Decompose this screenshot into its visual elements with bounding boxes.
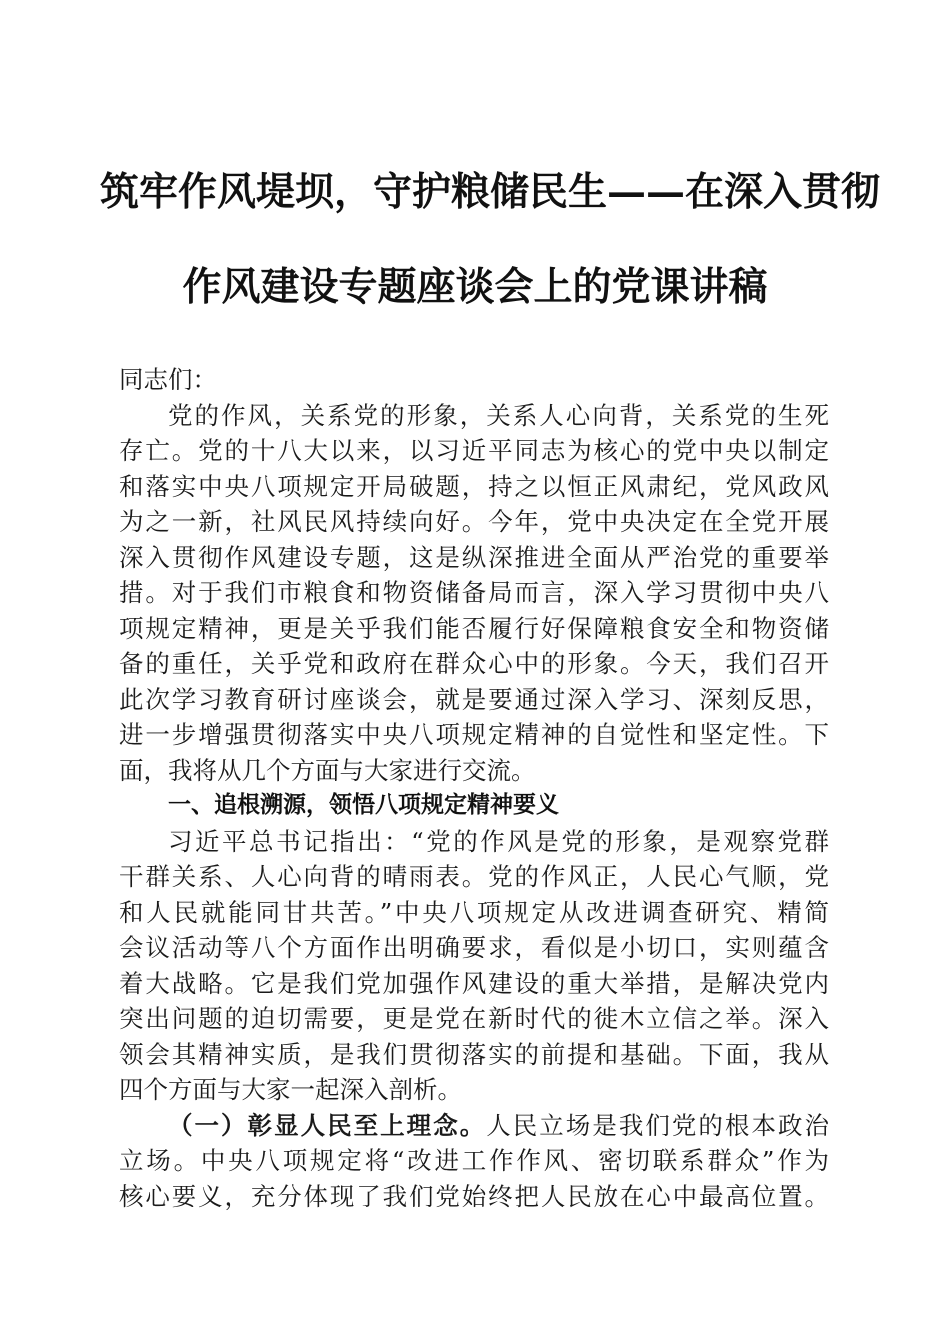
paragraph-line: 突出问题的迫切需要，更是党在新时代的徙木立信之举。深入	[119, 1004, 831, 1033]
paragraph-line: 面，我将从几个方面与大家进行交流。	[119, 755, 536, 785]
paragraph-line: 和落实中央八项规定开局破题，持之以恒正风肃纪，党风政风	[119, 471, 831, 501]
paragraph-line: （一）彰显人民至上理念。 人民立场是我们党的根本政治	[119, 1108, 829, 1144]
paragraph-line: 干群关系、人心向背的晴雨表。党的作风正，人民心气顺，党	[119, 862, 831, 891]
paragraph-line: 会议活动等八个方面作出明确要求，看似是小切口，实则蕴含	[119, 933, 831, 962]
paragraph-line: 为之一新，社风民风持续向好。今年，党中央决定在全党开展	[119, 507, 831, 536]
paragraph-line: 存亡。党的十八大以来，以习近平同志为核心的党中央以制定	[119, 436, 831, 465]
paragraph-line: 措。对于我们市粮食和物资储备局而言，深入学习贯彻中央八	[119, 578, 831, 607]
subsection-lead: （一）彰显人民至上理念。	[168, 1110, 487, 1140]
paragraph-line: 习近平总书记指出：“党的作风是党的形象，是观察党群	[168, 826, 832, 856]
paragraph-line: 领会其精神实质，是我们贯彻落实的前提和基础。下面，我从	[119, 1039, 831, 1069]
paragraph-line: 着大战略。它是我们党加强作风建设的重大举措，是解决党内	[119, 968, 831, 998]
paragraph-line: 和人民就能同甘共苦。”中央八项规定从改进调查研究、精简	[119, 897, 832, 927]
paragraph-line: 核心要义，充分体现了我们党始终把人民放在心中最高位置。	[119, 1181, 831, 1211]
paragraph-line: 此次学习教育研讨座谈会，就是要通过深入学习、深刻反思，	[119, 684, 831, 714]
paragraph-line: 立场。中央八项规定将“改进工作作风、密切联系群众”作为	[119, 1146, 832, 1175]
section-heading-1: 一、追根溯源，领悟八项规定精神要义	[168, 792, 559, 818]
paragraph-line: 项规定精神，更是关乎我们能否履行好保障粮食安全和物资储	[119, 613, 831, 643]
paragraph-line: 党的作风，关系党的形象，关系人心向背，关系党的生死	[168, 400, 832, 430]
paragraph-line: 四个方面与大家一起深入剖析。	[119, 1075, 462, 1104]
document-body	[119, 362, 832, 1214]
document-title-line-2: 作风建设专题座谈会上的党课讲稿	[182, 264, 768, 310]
paragraph-line: 备的重任，关乎党和政府在群众心中的形象。今天，我们召开	[119, 649, 831, 678]
greeting: 同志们：	[119, 365, 217, 394]
document-title-line-1: 筑牢作风堤坝，守护粮储民生——在深入贯彻	[100, 169, 881, 215]
paragraph-line: 深入贯彻作风建设专题，这是纵深推进全面从严治党的重要举	[119, 542, 831, 572]
paragraph-line: 进一步增强贯彻落实中央八项规定精神的自觉性和坚定性。下	[119, 720, 831, 749]
